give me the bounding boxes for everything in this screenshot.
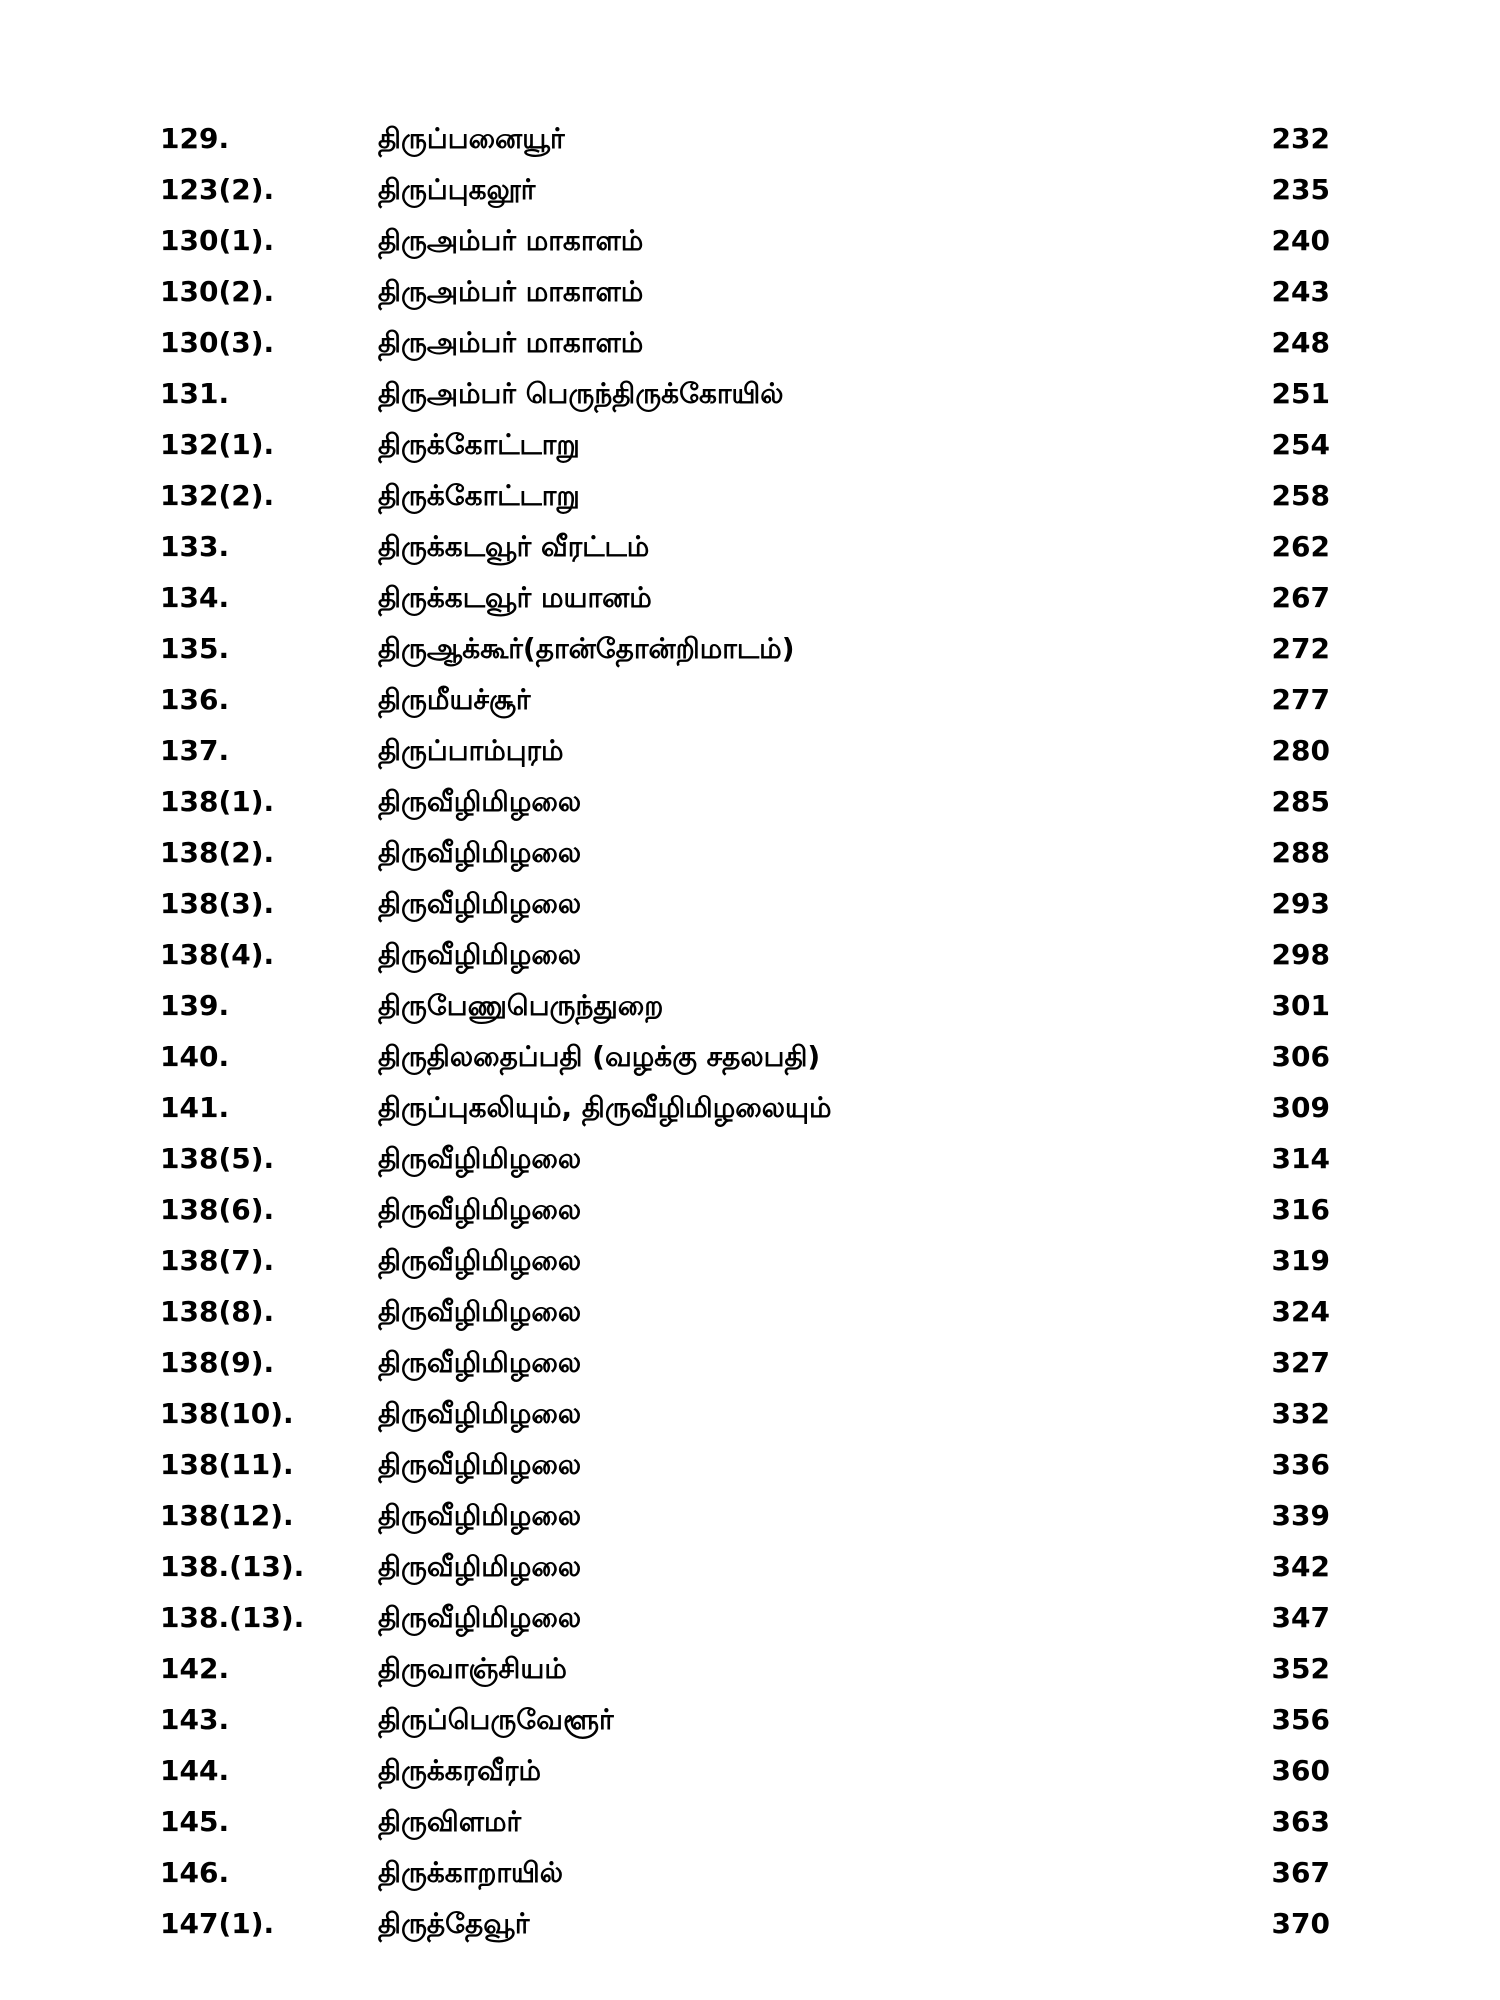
toc-row: [0, 266, 1500, 317]
toc-row: [0, 1541, 1500, 1592]
toc-entry-number: 130(3).: [160, 326, 275, 359]
toc-entry-title: திருப்பாம்புரம்: [378, 734, 564, 767]
toc-entry-title: திருப்புகலூர்: [378, 173, 536, 206]
toc-entry-page-number: 293: [1271, 887, 1330, 920]
toc-entry-page-number: 248: [1271, 326, 1330, 359]
toc-row: [0, 776, 1500, 827]
toc-entry-number: 132(1).: [160, 428, 275, 461]
toc-entry-page-number: 367: [1271, 1856, 1330, 1889]
toc-entry-title: திருப்புகலியும், திருவீழிமிழலையும்: [378, 1091, 832, 1124]
toc-entry-page-number: 285: [1271, 785, 1330, 818]
toc-entry-number: 138(11).: [160, 1448, 294, 1481]
toc-row: [0, 215, 1500, 266]
toc-entry-number: 138(1).: [160, 785, 275, 818]
toc-row: [0, 1592, 1500, 1643]
toc-entry-number: 138.(13).: [160, 1550, 305, 1583]
toc-entry-number: 123(2).: [160, 173, 275, 206]
toc-entry-title: திருவீழிமிழலை: [378, 938, 582, 971]
toc-entry-number: 142.: [160, 1652, 230, 1685]
toc-entry-page-number: 309: [1271, 1091, 1330, 1124]
toc-entry-title: திருத்தேவூர்: [378, 1907, 530, 1940]
toc-entry-number: 147(1).: [160, 1907, 275, 1940]
toc-entry-page-number: 240: [1271, 224, 1330, 257]
toc-row: [0, 1847, 1500, 1898]
toc-entry-number: 138(10).: [160, 1397, 294, 1430]
toc-entry-page-number: 243: [1271, 275, 1330, 308]
toc-row: [0, 470, 1500, 521]
toc-entry-title: திருவீழிமிழலை: [378, 1244, 582, 1277]
toc-entry-title: திருவீழிமிழலை: [378, 1448, 582, 1481]
toc-entry-title: திருவீழிமிழலை: [378, 1142, 582, 1175]
toc-row: [0, 1490, 1500, 1541]
toc-row: [0, 1031, 1500, 1082]
toc-entry-number: 139.: [160, 989, 230, 1022]
table-of-contents: [0, 113, 1500, 1949]
toc-entry-page-number: 280: [1271, 734, 1330, 767]
toc-entry-page-number: 314: [1271, 1142, 1330, 1175]
toc-entry-page-number: 235: [1271, 173, 1330, 206]
toc-entry-page-number: 316: [1271, 1193, 1330, 1226]
toc-entry-number: 138(5).: [160, 1142, 275, 1175]
toc-entry-page-number: 306: [1271, 1040, 1330, 1073]
toc-row: [0, 1235, 1500, 1286]
toc-entry-title: திருவீழிமிழலை: [378, 1295, 582, 1328]
toc-entry-number: 141.: [160, 1091, 230, 1124]
toc-row: [0, 1643, 1500, 1694]
toc-entry-title: திருவீழிமிழலை: [378, 1550, 582, 1583]
toc-entry-page-number: 327: [1271, 1346, 1330, 1379]
toc-entry-title: திருவீழிமிழலை: [378, 1499, 582, 1532]
toc-row: [0, 419, 1500, 470]
toc-entry-page-number: 262: [1271, 530, 1330, 563]
toc-entry-title: திருஅம்பர் மாகாளம்: [378, 224, 644, 257]
toc-row: [0, 1388, 1500, 1439]
toc-entry-page-number: 360: [1271, 1754, 1330, 1787]
toc-entry-number: 135.: [160, 632, 230, 665]
toc-entry-page-number: 277: [1271, 683, 1330, 716]
toc-row: [0, 572, 1500, 623]
toc-entry-number: 138(8).: [160, 1295, 275, 1328]
toc-entry-number: 136.: [160, 683, 230, 716]
toc-entry-page-number: 251: [1271, 377, 1330, 410]
toc-entry-number: 138(3).: [160, 887, 275, 920]
toc-entry-title: திருவீழிமிழலை: [378, 1193, 582, 1226]
toc-entry-page-number: 272: [1271, 632, 1330, 665]
toc-row: [0, 368, 1500, 419]
toc-row: [0, 1439, 1500, 1490]
toc-entry-number: 143.: [160, 1703, 230, 1736]
toc-row: [0, 1898, 1500, 1949]
toc-entry-title: திருஅம்பர் பெருந்திருக்கோயில்: [378, 377, 784, 410]
toc-entry-number: 140.: [160, 1040, 230, 1073]
toc-row: [0, 827, 1500, 878]
toc-entry-number: 138(9).: [160, 1346, 275, 1379]
toc-entry-number: 129.: [160, 122, 230, 155]
toc-row: [0, 1337, 1500, 1388]
toc-entry-page-number: 347: [1271, 1601, 1330, 1634]
toc-entry-title: திருக்கோட்டாறு: [378, 479, 580, 512]
toc-entry-title: திருஅம்பர் மாகாளம்: [378, 326, 644, 359]
toc-entry-title: திருக்கோட்டாறு: [378, 428, 580, 461]
toc-entry-title: திருவீழிமிழலை: [378, 836, 582, 869]
toc-entry-number: 137.: [160, 734, 230, 767]
toc-entry-number: 130(2).: [160, 275, 275, 308]
toc-row: [0, 1796, 1500, 1847]
toc-entry-number: 130(1).: [160, 224, 275, 257]
toc-entry-number: 132(2).: [160, 479, 275, 512]
toc-entry-page-number: 363: [1271, 1805, 1330, 1838]
toc-entry-page-number: 324: [1271, 1295, 1330, 1328]
toc-row: [0, 878, 1500, 929]
toc-entry-title: திருக்கடவூர் வீரட்டம்: [378, 530, 650, 563]
toc-row: [0, 674, 1500, 725]
toc-entry-number: 138(2).: [160, 836, 275, 869]
toc-entry-number: 131.: [160, 377, 230, 410]
toc-entry-title: திருமீயச்சூர்: [378, 683, 531, 716]
toc-entry-page-number: 254: [1271, 428, 1330, 461]
toc-row: [0, 725, 1500, 776]
toc-row: [0, 1286, 1500, 1337]
toc-entry-page-number: 288: [1271, 836, 1330, 869]
toc-entry-title: திருதிலதைப்பதி (வழக்கு சதலபதி): [378, 1040, 821, 1073]
toc-entry-page-number: 298: [1271, 938, 1330, 971]
toc-row: [0, 980, 1500, 1031]
toc-entry-title: திருவாஞ்சியம்: [378, 1652, 567, 1685]
toc-row: [0, 1082, 1500, 1133]
toc-entry-page-number: 342: [1271, 1550, 1330, 1583]
toc-entry-title: திருஆக்கூர்(தான்தோன்றிமாடம்): [378, 632, 795, 665]
toc-row: [0, 929, 1500, 980]
toc-entry-page-number: 370: [1271, 1907, 1330, 1940]
toc-row: [0, 1745, 1500, 1796]
toc-entry-page-number: 352: [1271, 1652, 1330, 1685]
toc-entry-title: திருப்பெருவேளூர்: [378, 1703, 614, 1736]
toc-entry-page-number: 356: [1271, 1703, 1330, 1736]
toc-entry-title: திருவீழிமிழலை: [378, 1601, 582, 1634]
toc-row: [0, 317, 1500, 368]
toc-entry-number: 146.: [160, 1856, 230, 1889]
toc-entry-page-number: 332: [1271, 1397, 1330, 1430]
toc-entry-number: 134.: [160, 581, 230, 614]
toc-entry-title: திருக்கரவீரம்: [378, 1754, 541, 1787]
toc-entry-title: திருக்காறாயில்: [378, 1856, 564, 1889]
toc-entry-number: 138(4).: [160, 938, 275, 971]
toc-entry-title: திருக்கடவூர் மயானம்: [378, 581, 652, 614]
toc-row: [0, 164, 1500, 215]
toc-entry-title: திருவீழிமிழலை: [378, 785, 582, 818]
toc-entry-page-number: 319: [1271, 1244, 1330, 1277]
toc-row: [0, 623, 1500, 674]
toc-entry-title: திருவீழிமிழலை: [378, 1346, 582, 1379]
toc-entry-title: திருவீழிமிழலை: [378, 1397, 582, 1430]
toc-entry-page-number: 232: [1271, 122, 1330, 155]
toc-entry-number: 145.: [160, 1805, 230, 1838]
toc-entry-number: 133.: [160, 530, 230, 563]
toc-row: [0, 521, 1500, 572]
toc-entry-number: 138.(13).: [160, 1601, 305, 1634]
toc-entry-page-number: 258: [1271, 479, 1330, 512]
toc-row: [0, 1133, 1500, 1184]
toc-row: [0, 113, 1500, 164]
toc-entry-title: திருவீழிமிழலை: [378, 887, 582, 920]
toc-entry-number: 138(6).: [160, 1193, 275, 1226]
toc-entry-page-number: 339: [1271, 1499, 1330, 1532]
toc-entry-title: திருவிளமர்: [378, 1805, 522, 1838]
toc-entry-number: 138(7).: [160, 1244, 275, 1277]
toc-entry-number: 138(12).: [160, 1499, 294, 1532]
toc-entry-number: 144.: [160, 1754, 230, 1787]
toc-row: [0, 1694, 1500, 1745]
toc-row: [0, 1184, 1500, 1235]
toc-entry-title: திருஅம்பர் மாகாளம்: [378, 275, 644, 308]
toc-entry-title: திருப்பனையூர்: [378, 122, 565, 155]
toc-entry-title: திருபேணுபெருந்துறை: [378, 989, 664, 1022]
toc-entry-page-number: 267: [1271, 581, 1330, 614]
toc-entry-page-number: 301: [1271, 989, 1330, 1022]
toc-entry-page-number: 336: [1271, 1448, 1330, 1481]
